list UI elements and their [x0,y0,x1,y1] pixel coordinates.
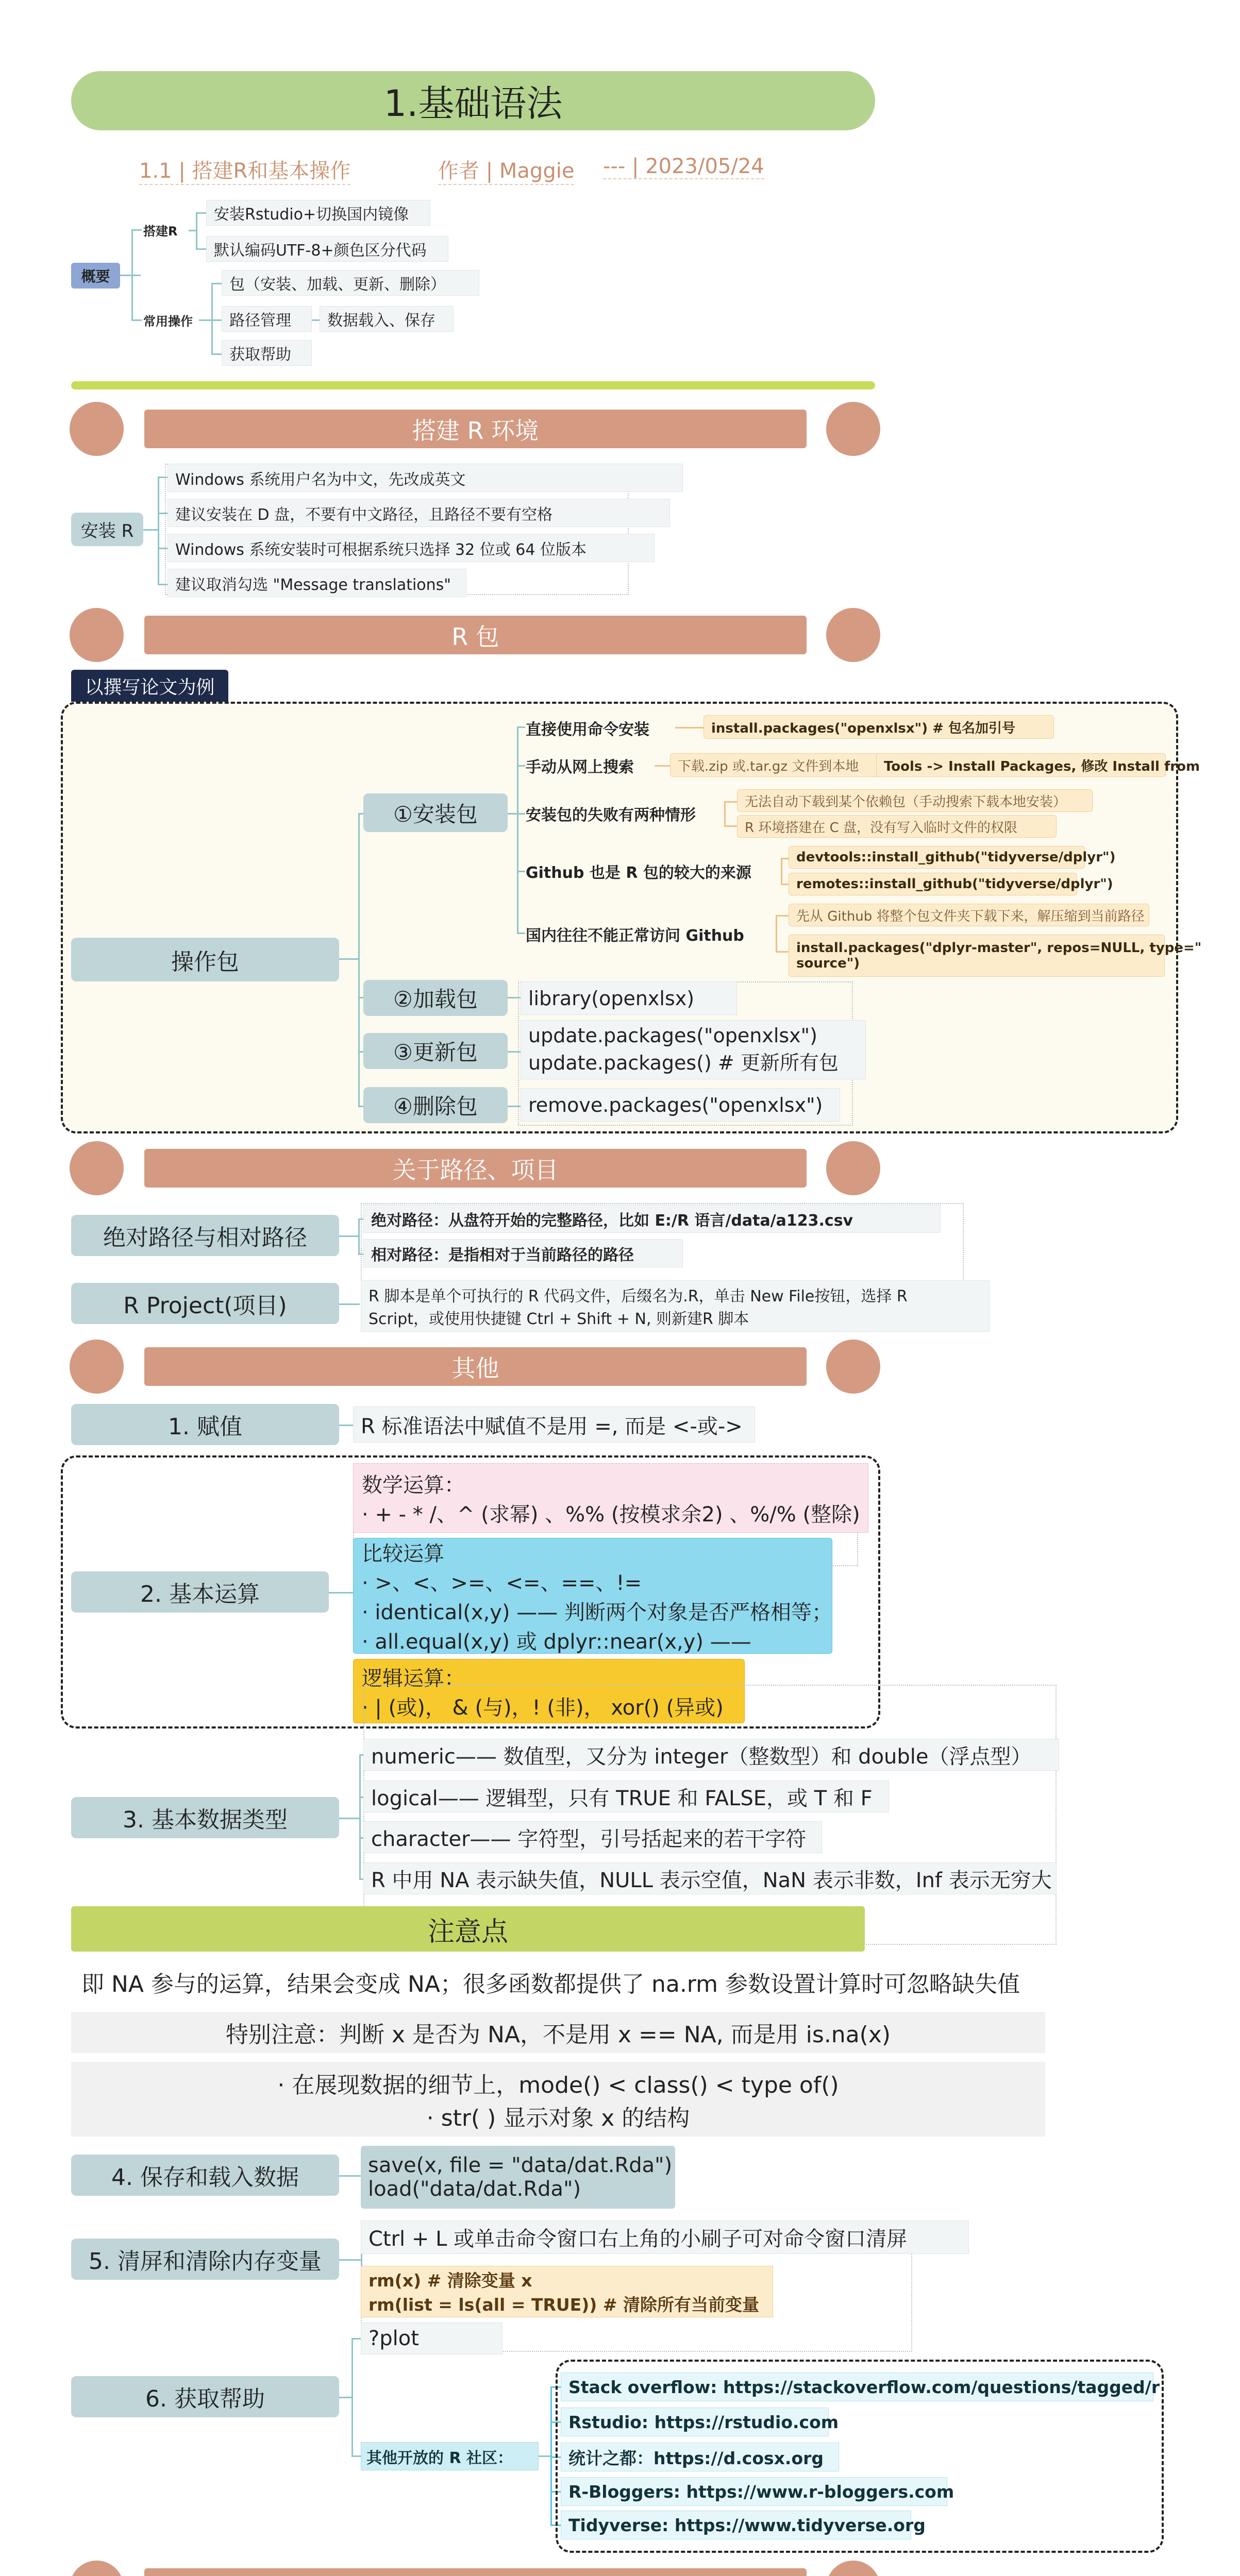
clear-label: 5. 清屏和清除内存变量 [71,2239,339,2280]
section-circle-right [826,402,880,456]
rel-path-text: 相对路径：是指相对于当前路径的路径 [363,1239,683,1267]
note-structure-line1: · 在展现数据的细节上，mode() < class() < type of() [277,2072,839,2098]
overview-item: 路径管理 [222,306,312,332]
pkg-remove: ④删除包 [363,1087,508,1123]
update-code [521,1020,866,1079]
divider [71,381,875,389]
clear-code [361,2266,773,2317]
note-header: 注意点 [71,1906,865,1952]
install-method-cmd: 直接使用命令安装 [526,720,649,739]
community-label: 其他开放的 R 社区： [361,2442,539,2470]
update-code-line1: update.packages("openxlsx") [528,1024,817,1047]
save-code-line2: load("data/dat.Rda") [368,2177,581,2201]
compare-ops-line3: · all.equal(x,y) 或 dplyr::near(x,y) —— [362,1630,751,1654]
env-item: Windows 系统安装时可根据系统只选择 32 位或 64 位版本 [167,534,655,562]
section-header-other: 其他 [144,1347,807,1386]
overview-group-ops: 常用操作 [143,314,193,329]
type-item: R 中用 NA 表示缺失值，NULL 表示空值，NaN 表示非数，Inf 表示无穷大 [363,1862,1057,1894]
overview-group-setup: 搭建R [143,224,178,239]
pkg-load: ②加载包 [363,980,508,1016]
cn-step-2 [789,935,1202,977]
install-method-github: Github 也是 R 包的较大的来源 [526,863,751,882]
overview-item: 获取帮助 [222,340,312,366]
cn-step-2-line2: source") [796,956,860,971]
type-item: numeric—— 数值型，又分为 integer（整数型）和 double（浮点型） [363,1739,1059,1771]
compare-ops-line2: · identical(x,y) —— 判断两个对象是否严格相等； [362,1600,833,1624]
r-project-text-line1: R 脚本是单个可执行的 R 代码文件，后缀名为.R，单击 New File按钮，选择 R [368,1287,908,1306]
clear-code-line2: rm(list = ls(all = TRUE)) # 清除所有当前变量 [368,2295,760,2315]
section-circle-left [70,1141,124,1195]
section-circle-right [826,1340,880,1394]
note-na-ops: 即 NA 参与的运算，结果会变成 NA；很多函数都提供了 na.rm 参数设置计算时可忽略缺失值 [71,1964,1040,2000]
compare-ops-title: 比较运算 [362,1541,444,1566]
pkg-install: ①安装包 [363,793,508,832]
note-is-na: 特别注意：判断 x 是否为 NA，不是用 x == NA, 而是用 is.na(x) [71,2012,1045,2053]
cn-step-2-line1: install.packages("dplyr-master", repos=NULL, type=" [796,940,1202,956]
community-link-rstudio[interactable]: Rstudio: https://rstudio.com [561,2408,829,2436]
help-plot: ?plot [361,2323,502,2354]
section-circle-left [70,608,124,662]
overview-item-sub: 数据载入、保存 [320,306,454,332]
compare-ops [353,1538,832,1654]
logic-ops-title: 逻辑运算： [362,1666,465,1690]
clear-text: Ctrl + L 或单击命令窗口右上角的小刷子可对命令窗口清屏 [361,2221,969,2254]
remove-code: remove.packages("openxlsx") [521,1088,840,1122]
env-item: Windows 系统用户名为中文，先改成英文 [167,464,683,492]
save-code-line1: save(x, file = "data/dat.Rda") [368,2154,673,2177]
r-project-text [361,1280,990,1332]
section-circle-left [70,402,124,456]
section-circle-right [826,1141,880,1195]
math-ops-text: · + - * /、^ (求幂) 、%% (按模求余2) 、%/% (整除) [362,1502,860,1527]
save-code [361,2146,675,2209]
section-header-path: 关于路径、项目 [144,1149,807,1188]
fail-case-2: R 环境搭建在 C 盘，没有写入临时文件的权限 [737,815,1057,838]
install-method-fail: 安装包的失败有两种情形 [526,806,696,824]
title-banner [71,71,875,130]
community-link-tidyverse[interactable]: Tidyverse: https://www.tidyverse.org [561,2511,911,2539]
meta-section: 1.1 | 搭建R和基本操作 [139,155,350,185]
math-ops [353,1463,868,1533]
ops-label: 2. 基本运算 [71,1571,329,1613]
install-method-cn: 国内往往不能正常访问 Github [526,926,744,945]
overview-item: 安装Rstudio+切换国内镜像 [206,200,430,226]
type-item: logical—— 逻辑型，只有 TRUE 和 FALSE，或 T 和 F [363,1781,889,1812]
community-link-rbloggers[interactable]: R-Bloggers: https://www.r-bloggers.com [561,2477,947,2506]
meta-date: --- | 2023/05/24 [603,155,764,178]
overview-item: 包（安装、加载、更新、删除） [222,270,479,296]
env-label: 安装 R [71,513,143,546]
overview-item: 默认编码UTF-8+颜色区分代码 [206,236,448,262]
example-tag: 以撰写论文为例 [71,670,228,702]
help-label: 6. 获取帮助 [71,2376,339,2417]
section-header-pkg: R 包 [144,616,807,654]
env-item: 建议取消勾选 "Message translations" [167,569,466,597]
section-header-env: 搭建 R 环境 [144,410,807,448]
compare-ops-line1: · >、<、>=、<=、==、!= [362,1571,642,1595]
note-structure-line2: · str( ) 显示对象 x 的结构 [426,2105,690,2131]
update-code-line2: update.packages() # 更新所有包 [528,1052,839,1074]
assign-text: R 标准语法中赋值不是用 =, 而是 <-或-> [353,1406,755,1443]
section-circle-right [826,2561,880,2576]
logic-ops-text: · | (或)， & (与)，! (非)， xor() (异或) [362,1696,724,1720]
r-project-text-line2: Script，或使用快捷键 Ctrl + Shift + N, 则新建R 脚本 [368,1310,749,1328]
math-ops-title: 数学运算： [362,1473,465,1497]
github-cmd-2: remotes::install_github("tidyverse/dplyr") [789,873,1077,895]
cn-step-1: 先从 Github 将整个包文件夹下载下来，解压缩到当前路径 [789,904,1149,926]
meta-author: 作者 | Maggie [438,155,574,185]
install-cmd-code: install.packages("openxlsx") # 包名加引号 [703,715,1054,739]
abs-rel-path: 绝对路径与相对路径 [71,1215,339,1256]
manual-step-1: 下载.zip 或.tar.gz 文件到本地 [670,753,892,777]
fail-case-1: 无法自动下载到某个依赖包（手动搜索下载本地安装） [737,789,1093,812]
abs-path-text: 绝对路径：从盘符开始的完整路径，比如 E:/R 语言/data/a123.csv [363,1205,941,1233]
load-code: library(openxlsx) [521,981,737,1015]
pkg-root: 操作包 [71,938,339,981]
save-label: 4. 保存和载入数据 [71,2155,339,2196]
env-item: 建议安装在 D 盘，不要有中文路径，且路径不要有空格 [167,499,670,527]
overview-root: 概要 [71,263,120,289]
section-header-todo [144,2568,807,2576]
type-item: character—— 字符型，引号括起来的若干字符 [363,1821,822,1853]
github-cmd-1: devtools::install_github("tidyverse/dplyr") [789,846,1085,869]
install-method-manual: 手动从网上搜索 [526,758,634,776]
types-label: 3. 基本数据类型 [71,1797,339,1838]
pkg-update: ③更新包 [363,1033,508,1069]
assign-label: 1. 赋值 [71,1404,339,1445]
note-structure [71,2062,1045,2137]
section-circle-left [70,2561,124,2576]
r-project: R Project(项目) [71,1283,339,1324]
clear-code-line1: rm(x) # 清除变量 x [368,2270,532,2291]
community-link-stackoverflow[interactable]: Stack overflow: https://stackoverflow.com/questions/tagged/r [561,2372,1153,2401]
page-title: 1.基础语法 [383,82,563,125]
community-link-cosx[interactable]: 统计之都：https://d.cosx.org [561,2443,839,2471]
section-circle-left [70,1340,124,1394]
section-circle-right [826,608,880,662]
manual-step-2: Tools -> Install Packages, 修改 Install from [876,753,1166,777]
